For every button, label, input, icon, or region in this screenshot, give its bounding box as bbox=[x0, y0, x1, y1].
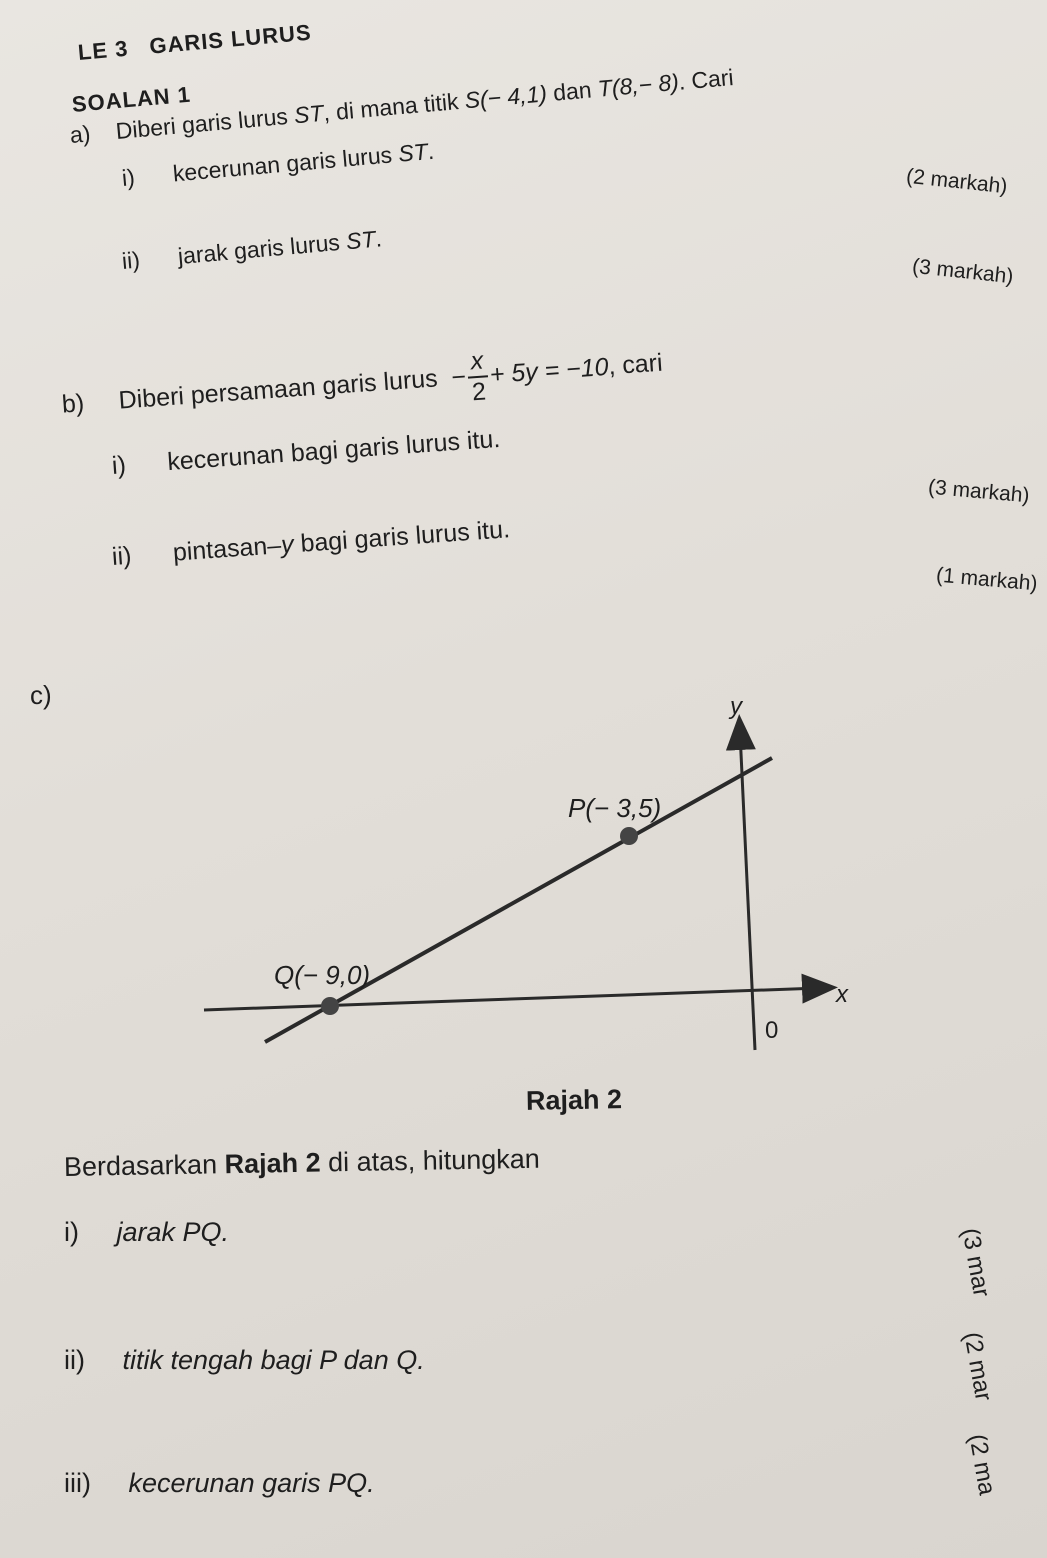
figure-caption: Rajah 2 bbox=[525, 1084, 623, 1116]
point-p bbox=[620, 827, 638, 845]
part-c-label: c) bbox=[30, 680, 52, 710]
origin-label: 0 bbox=[765, 1017, 779, 1044]
x-axis bbox=[204, 988, 820, 1010]
part-c-item-1: i) jarak PQ. bbox=[64, 1217, 230, 1247]
part-c-stem: Berdasarkan Rajah 2 di atas, hitungkan bbox=[63, 1143, 541, 1182]
part-a-item-2: ii) jarak garis lurus ST. bbox=[120, 225, 383, 274]
chapter-label: LE 3 bbox=[76, 35, 130, 65]
part-b-stem: b) Diberi persamaan garis lurus − $\frac{x}{2}$ + 5y = −10, cari bbox=[60, 346, 664, 419]
part-c-item-3-marks: (2 ma bbox=[963, 1432, 1001, 1498]
part-a-label: a) bbox=[68, 120, 92, 148]
point-q-label: Q(− 9,0) bbox=[274, 960, 371, 990]
part-b-item-1-marks: (3 markah) bbox=[927, 475, 1031, 508]
part-b-item-2: ii) pintasan–y bagi garis lurus itu. bbox=[110, 515, 511, 571]
fraction: $\frac{x}{2}$ bbox=[466, 348, 490, 405]
part-c-item-3: iii) kecerunan garis PQ. bbox=[64, 1468, 375, 1498]
point-p-label: P(− 3,5) bbox=[568, 793, 662, 823]
part-a-item-1: i) kecerunan garis lurus ST. bbox=[120, 137, 436, 191]
part-b-label: b) bbox=[60, 389, 86, 419]
part-c-item-1-marks: (3 mar bbox=[956, 1226, 996, 1299]
part-a-item-2-marks: (3 markah) bbox=[911, 254, 1015, 289]
part-b-item-1: i) kecerunan bagi garis lurus itu. bbox=[110, 424, 502, 480]
part-b-item-2-marks: (1 markah) bbox=[935, 563, 1039, 596]
chapter-title: GARIS LURUS bbox=[148, 19, 313, 59]
question-label: SOALAN 1 bbox=[70, 81, 192, 117]
y-axis bbox=[740, 732, 755, 1050]
x-axis-label: x bbox=[836, 981, 848, 1008]
part-c-item-2-marks: (2 mar bbox=[958, 1330, 998, 1403]
equation: − $\frac{x}{2}$ + 5y = −10 bbox=[450, 346, 610, 407]
part-a-item-1-marks: (2 markah) bbox=[905, 164, 1009, 199]
rajah-2-figure bbox=[190, 690, 848, 1060]
part-a-stem: a) Diberi garis lurus ST, di mana titik S(− 4,1) dan T(8,− 8). Cari bbox=[68, 64, 735, 148]
point-q bbox=[321, 997, 339, 1015]
part-c-item-2: ii) titik tengah bagi P dan Q. bbox=[64, 1345, 425, 1375]
y-axis-label: y bbox=[730, 693, 742, 720]
